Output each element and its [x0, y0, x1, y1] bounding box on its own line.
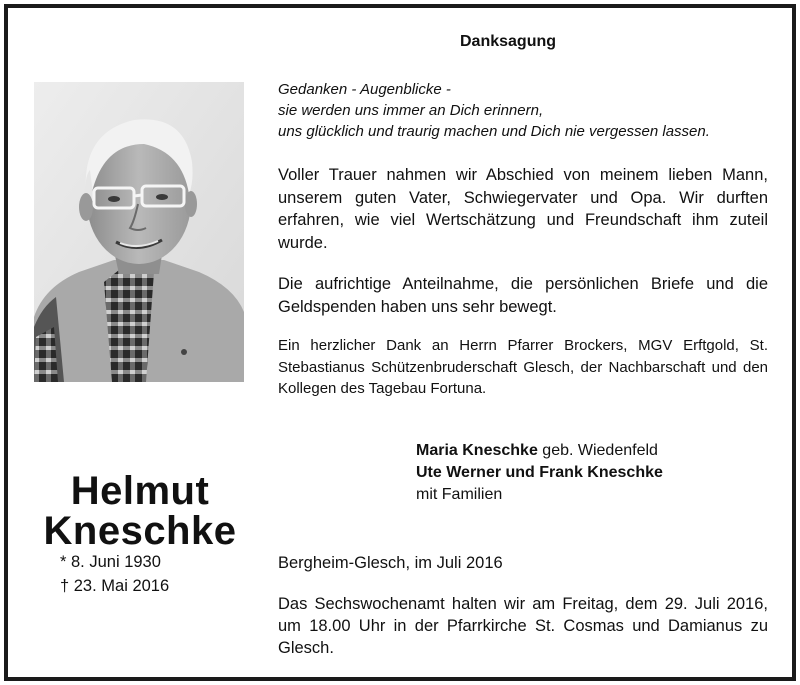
signers-block — [416, 440, 663, 506]
paragraph-thanks: Ein herzlicher Dank an Herrn Pfarrer Brockers, MGV Erftgold, St. Stebastianus Schützenbruderschaft Glesch, der Nachbarschaft und den Kollegen des Tagebau Fortuna. — [278, 337, 768, 397]
life-dates — [60, 550, 169, 598]
paragraph-condolences: Die aufrichtige Anteilnahme, die persönlichen Briefe und die Geldspenden haben uns sehr bewegt. — [278, 275, 768, 316]
birth-date: * 8. Juni 1930 — [60, 553, 161, 571]
service-note: Das Sechswochenamt halten wir am Freitag, dem 29. Juli 2016, um 18.00 Uhr in der Pfarrkirche St. Cosmas und Damianus zu Glesch. — [278, 595, 768, 657]
poem — [278, 79, 778, 142]
poem-line: uns glücklich und traurig machen und Dich nie vergessen lassen. — [278, 123, 710, 140]
signer-name: Maria Kneschke — [416, 442, 538, 459]
death-date: † 23. Mai 2016 — [60, 577, 170, 595]
poem-line: sie werden uns immer an Dich erinnern, — [278, 102, 544, 119]
signer-children: Ute Werner und Frank Kneschke — [416, 464, 663, 481]
deceased-name — [30, 471, 250, 551]
signer-families: mit Familien — [416, 486, 503, 503]
signer-line — [416, 440, 663, 462]
deceased-last-name: Kneschke — [43, 509, 237, 553]
paragraph-farewell: Voller Trauer nahmen wir Abschied von meinem lieben Mann, unserem guten Vater, Schwiegervater und Opa. Wir durften erfahren, wie viel Wertschätzung und Freundschaft ihm zuteil wurde. — [278, 166, 768, 252]
notice-title: Danksagung — [460, 33, 557, 50]
portrait-photo-icon — [34, 82, 244, 382]
deceased-first-name: Helmut — [70, 469, 210, 513]
signer-maiden-name: geb. Wiedenfeld — [537, 442, 658, 459]
place-date: Bergheim-Glesch, im Juli 2016 — [278, 554, 503, 572]
poem-line: Gedanken - Augenblicke - — [278, 81, 451, 98]
